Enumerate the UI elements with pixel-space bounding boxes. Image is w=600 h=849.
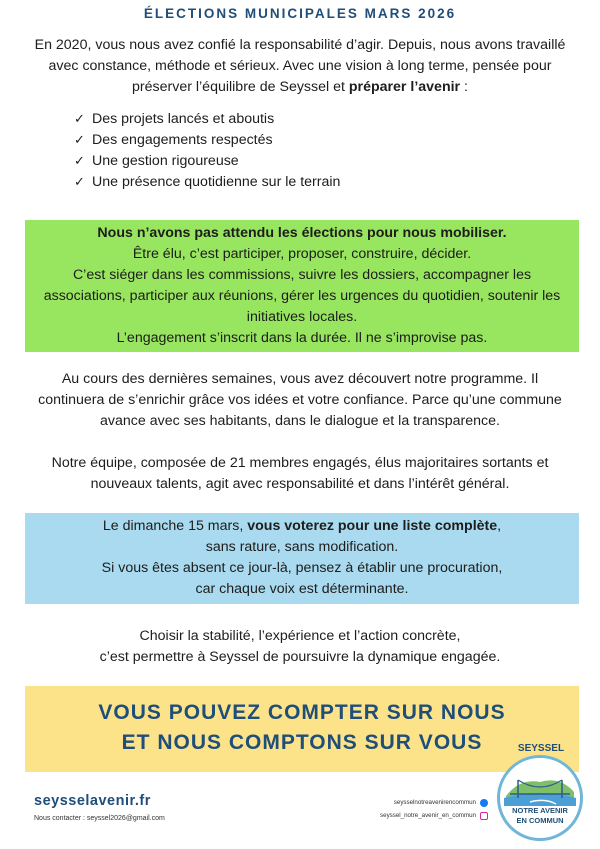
seyssel-logo xyxy=(495,743,587,841)
list-item-text: Une gestion rigoureuse xyxy=(92,153,239,169)
vote-line-4: car chaque voix est déterminante. xyxy=(195,581,409,597)
checkmark-icon: ✓ xyxy=(74,112,85,127)
list-item-text: Une présence quotidienne sur le terrain xyxy=(92,174,341,190)
mobilisation-line-1: Être élu, c’est participer, proposer, construire, décider. xyxy=(132,246,472,262)
logo-top-text: SEYSSEL xyxy=(517,743,565,754)
list-item xyxy=(74,130,340,151)
vote-line-3: Si vous êtes absent ce jour-là, pensez à établir une procuration, xyxy=(101,560,503,576)
facebook-link[interactable] xyxy=(360,796,488,809)
list-item xyxy=(74,151,340,172)
intro-bold: préparer l’avenir xyxy=(348,79,461,95)
slogan-line-1: VOUS POUVEZ COMPTER SUR NOUS xyxy=(98,701,506,724)
mobilisation-line-3: L’engagement s’inscrit dans la durée. Il ne s’improvise pas. xyxy=(116,330,488,346)
checkmark-icon: ✓ xyxy=(74,175,85,190)
list-item-text: Des projets lancés et aboutis xyxy=(92,111,275,127)
closing-line-2: c’est permettre à Seyssel de poursuivre la dynamique engagée. xyxy=(99,649,501,665)
team-paragraph: Notre équipe, composée de 21 membres engagés, élus majoritaires sortants et nouveaux talents, agit avec responsabilité et dans l’intérêt général. xyxy=(51,455,549,492)
facebook-icon xyxy=(480,799,488,807)
checkmark-icon: ✓ xyxy=(74,154,85,169)
mobilisation-line-2: C’est siéger dans les commissions, suivre les dossiers, accompagner les associations, participer aux réunions, gérer les urgences du quotidien, soutenir les initiatives locales. xyxy=(43,267,561,325)
vote-post: , xyxy=(497,518,502,534)
intro-tail: : xyxy=(460,79,468,95)
vote-box xyxy=(25,513,579,604)
instagram-link[interactable] xyxy=(360,809,488,822)
list-item xyxy=(74,109,340,130)
vote-bold: vous voterez pour une liste complète xyxy=(247,518,498,534)
list-item xyxy=(74,172,340,193)
closing-line-1: Choisir la stabilité, l’expérience et l’action concrète, xyxy=(139,628,461,644)
checkmark-icon: ✓ xyxy=(74,133,85,148)
logo-caption xyxy=(500,806,580,826)
programme-paragraph: Au cours des dernières semaines, vous avez découvert notre programme. Il continuera de s’enrichir grâce vos idées et votre confiance. Parce qu’une commune avance avec ses habitants, dans le dialogue et la transparence. xyxy=(38,371,562,429)
vote-line-2: sans rature, sans modification. xyxy=(205,539,399,555)
social-links xyxy=(360,796,488,822)
instagram-icon xyxy=(480,812,488,820)
instagram-handle: seyssel_notre_avenir_en_commun xyxy=(380,812,476,819)
intro-paragraph xyxy=(30,35,570,98)
mobilisation-heading: Nous n’avons pas attendu les élections pour nous mobiliser. xyxy=(97,225,507,241)
website-link[interactable]: seysselavenir.fr xyxy=(34,793,151,809)
bridge-landscape-icon xyxy=(500,758,580,838)
mobilisation-box xyxy=(25,220,579,352)
logo-emblem xyxy=(497,755,583,841)
slogan-line-2: ET NOUS COMPTONS SUR VOUS xyxy=(121,731,483,754)
intro-text: En 2020, vous nous avez confié la responsabilité d’agir. Depuis, nous avons travaillé avec constance, méthode et sérieux. Avec une vision à long terme, pensée pour préserver l’équilibre de Seyssel et xyxy=(34,37,566,95)
achievements-list xyxy=(74,109,340,193)
list-item-text: Des engagements respectés xyxy=(92,132,273,148)
logo-line-2: EN COMMUN xyxy=(516,816,564,825)
closing-paragraph xyxy=(30,626,570,668)
vote-pre: Le dimanche 15 mars, xyxy=(102,518,248,534)
logo-line-1: NOTRE AVENIR xyxy=(512,806,568,815)
contact-email: Nous contacter : seyssel2026@gmail.com xyxy=(34,815,165,822)
facebook-handle: seysselnotreavenirencommun xyxy=(393,799,476,806)
page-title: ÉLECTIONS MUNICIPALES MARS 2026 xyxy=(143,6,457,21)
